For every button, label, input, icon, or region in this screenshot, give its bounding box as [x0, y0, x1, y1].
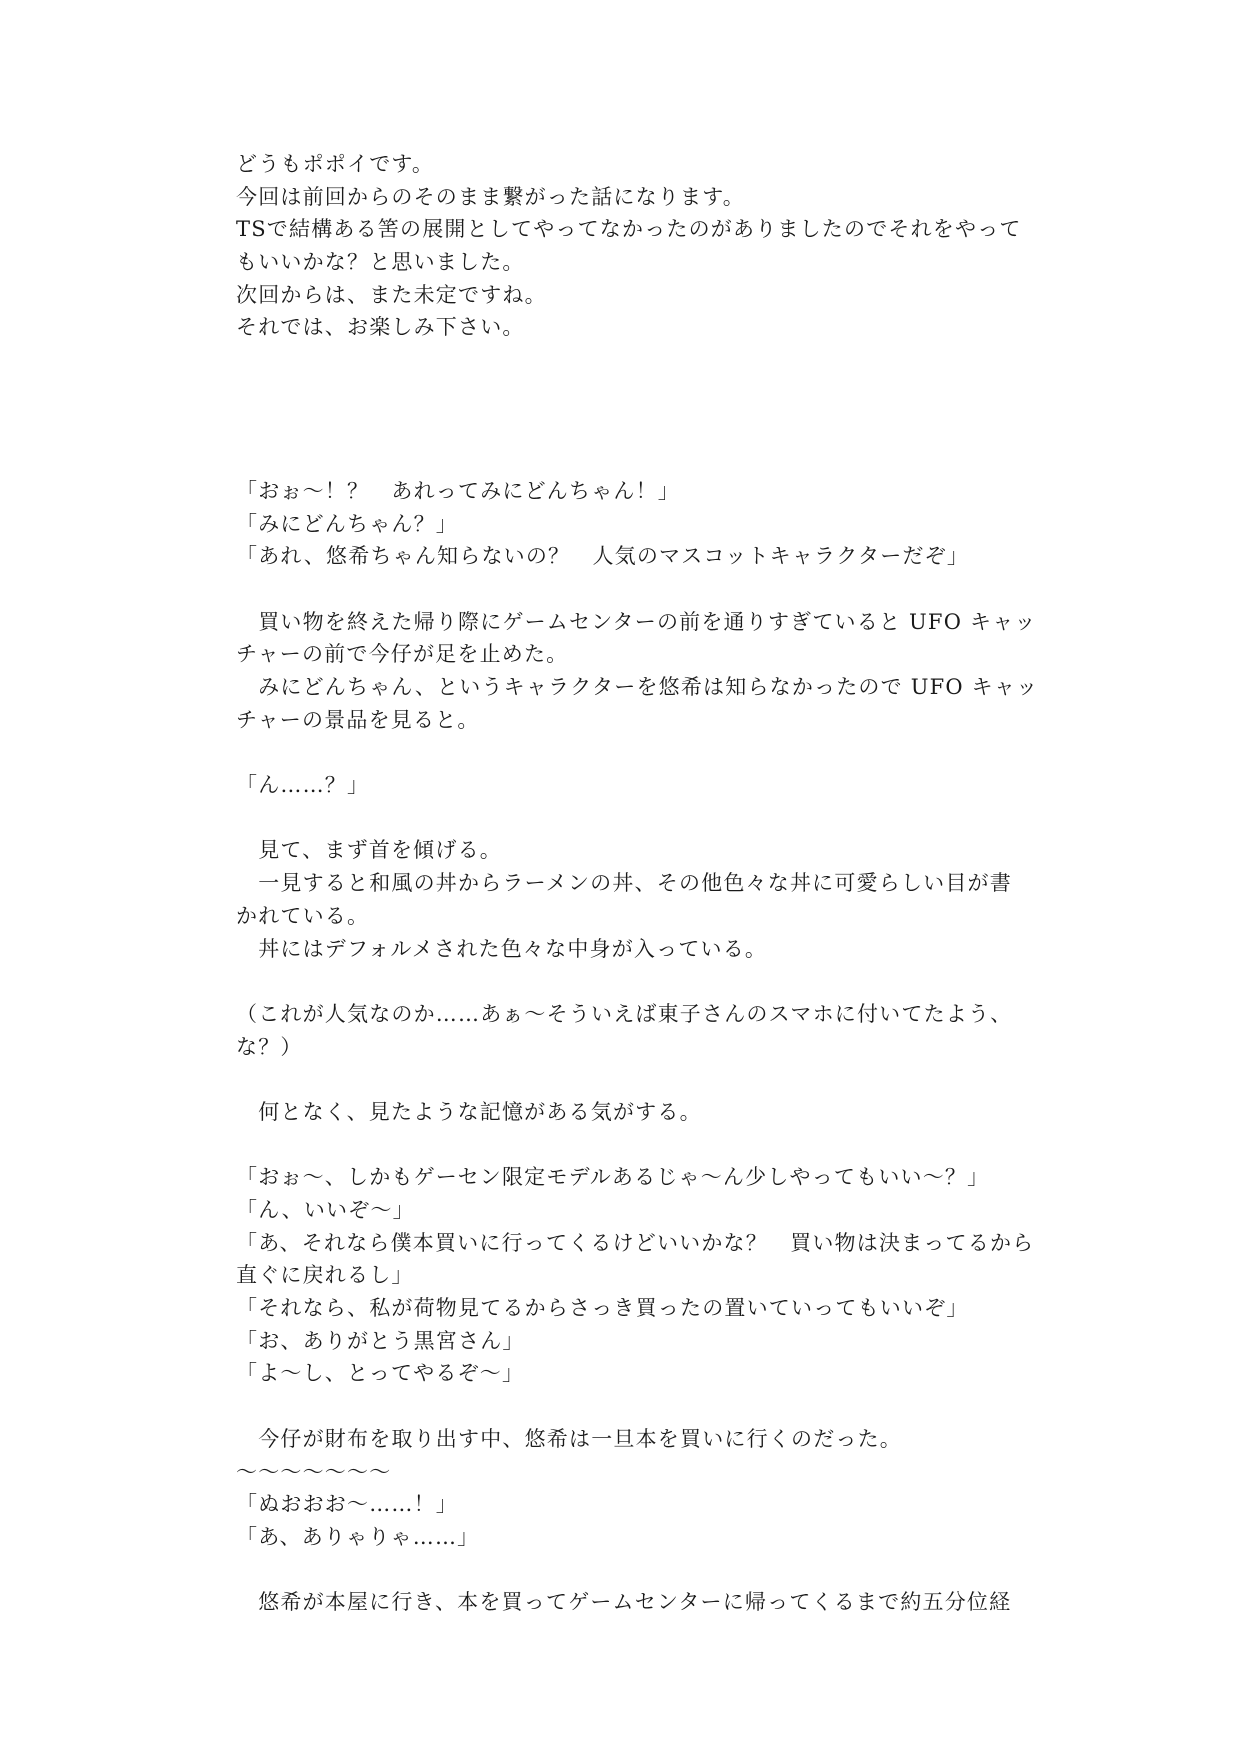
text-line: 「みにどんちゃん？」 — [236, 511, 458, 536]
text-line: みにどんちゃん、というキャラクターを悠希は知らなかったので UFO キャッ — [236, 675, 1039, 699]
blank-line — [236, 344, 1016, 377]
text-line: どうもポポイです。 — [236, 152, 435, 176]
text-line: 次回からは、また未定ですね。 — [236, 282, 547, 307]
blank-line — [236, 802, 1016, 835]
blank-line — [236, 442, 1016, 475]
blank-line — [236, 736, 1016, 769]
blank-line — [236, 1063, 1016, 1096]
text-line: 一見すると和風の丼からラーメンの丼、その他色々な丼に可愛らしい目が書 — [236, 871, 1012, 896]
text-line: 買い物を終えた帰り際にゲームセンターの前を通りすぎていると UFO キャッ — [236, 609, 1037, 634]
text-line: な？） — [236, 1034, 303, 1059]
text-line: 「おぉ〜！？ あれってみにどんちゃん！」 — [236, 478, 680, 503]
text-line: もいいかな？と思いました。 — [236, 250, 525, 275]
text-line: 「あ、それなら僕本買いに行ってくるけどいいかな？ 買い物は決まってるから — [236, 1230, 1035, 1255]
blank-line — [236, 965, 1016, 998]
scene-break: 〜〜〜〜〜〜〜 — [236, 1459, 392, 1484]
blank-line — [236, 573, 1016, 606]
blank-line — [236, 377, 1016, 410]
text-line: 見て、まず首を傾げる。 — [236, 838, 502, 863]
text-line: チャーの景品を見ると。 — [236, 707, 480, 732]
text-line: チャーの前で今仔が足を止めた。 — [236, 642, 569, 667]
body-text — [236, 148, 1039, 1619]
text-line: 「お、ありがとう黒宮さん」 — [236, 1328, 525, 1353]
text-line: 何となく、見たような記憶がある気がする。 — [236, 1099, 702, 1124]
text-line: （これが人気なのか……あぁ〜そういえば東子さんのスマホに付いてたよう、 — [236, 1001, 1013, 1026]
blank-line — [236, 1390, 1016, 1423]
text-line: 悠希が本屋に行き、本を買ってゲームセンターに帰ってくるまで約五分位経 — [236, 1590, 1012, 1615]
text-line: 直ぐに戻れるし」 — [236, 1263, 414, 1288]
text-line: TSで結構ある筈の展開としてやってなかったのがありましたのでそれをやって — [236, 217, 1022, 242]
text-line: 「ん……？」 — [236, 773, 370, 798]
text-line: 丼にはデフォルメされた色々な中身が入っている。 — [236, 936, 768, 961]
text-line: 「おぉ〜、しかもゲーセン限定モデルあるじゃ〜ん少しやってもいい〜？」 — [236, 1165, 990, 1190]
text-line: 「あ、ありゃりゃ……」 — [236, 1524, 480, 1549]
text-line: 「ん、いいぞ〜」 — [236, 1198, 415, 1222]
text-line: 今仔が財布を取り出す中、悠希は一旦本を買いに行くのだった。 — [236, 1426, 902, 1451]
text-line: 「それなら、私が荷物見てるからさっき買ったの置いていってもいいぞ」 — [236, 1296, 969, 1321]
blank-line — [236, 410, 1016, 443]
blank-line — [236, 1554, 1016, 1587]
text-line: 「あれ、悠希ちゃん知らないの？ 人気のマスコットキャラクターだぞ」 — [236, 544, 970, 569]
blank-line — [236, 1129, 1016, 1162]
text-line: かれている。 — [236, 903, 370, 928]
text-line: 「よ〜し、とってやるぞ〜」 — [236, 1361, 525, 1386]
text-line: それでは、お楽しみ下さい。 — [236, 315, 525, 340]
text-line: 今回は前回からのそのまま繋がった話になります。 — [236, 184, 745, 209]
text-line: 「ぬおおお〜……！」 — [236, 1492, 458, 1517]
